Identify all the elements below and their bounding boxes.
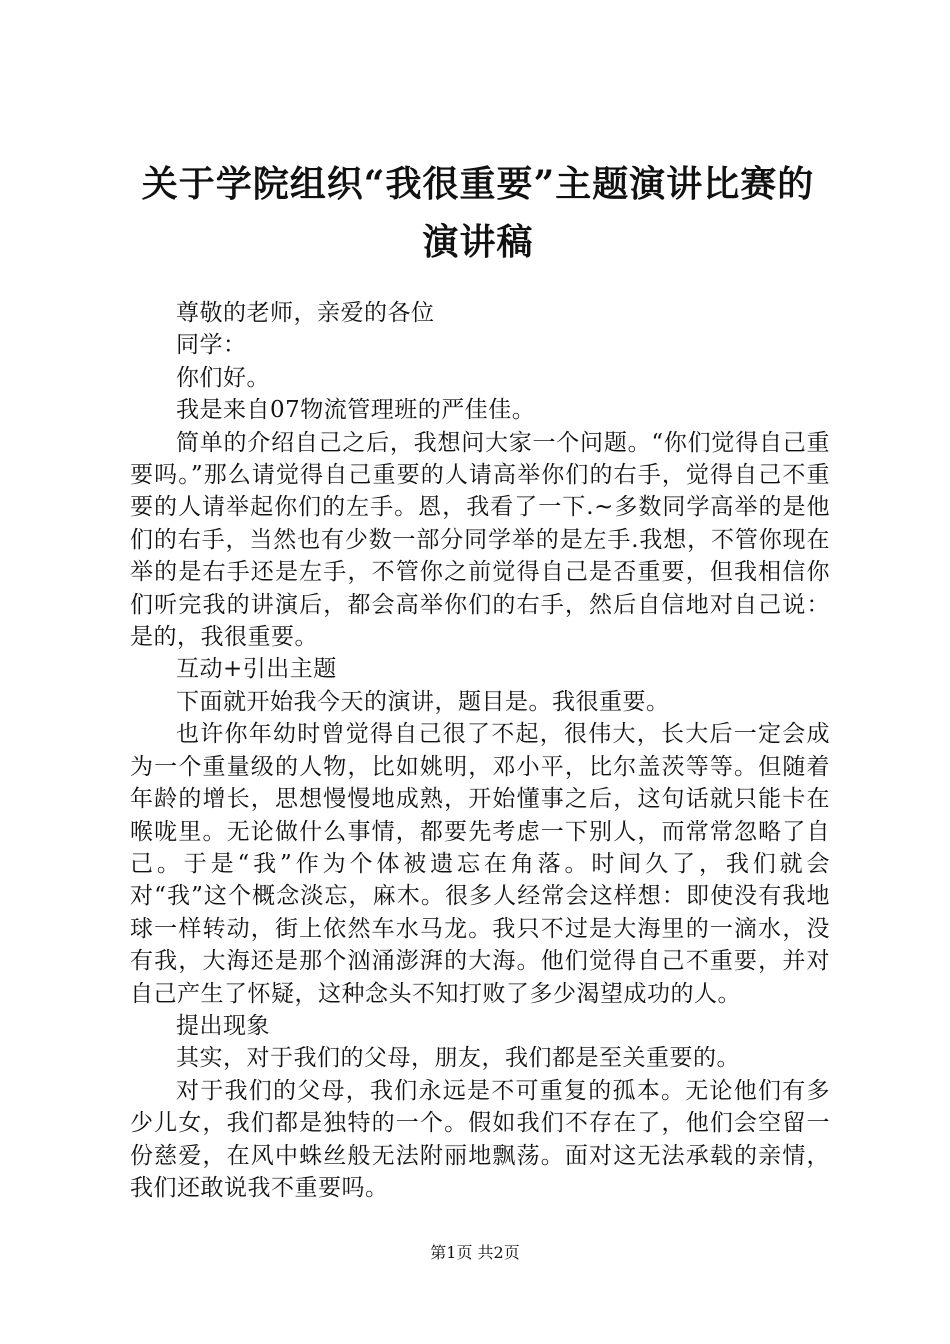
- paragraph-greeting: 你们好。: [176, 364, 270, 391]
- paragraph-self-intro: 我是来自07物流管理班的严佳佳。: [176, 397, 536, 424]
- paragraph-salutation-2: 同学：: [176, 332, 247, 359]
- paragraph-section-note-phenomenon: 提出现象: [176, 1012, 270, 1039]
- paragraph-question: 简单的介绍自己之后，我想问大家一个问题。“你们觉得自己重要吗。”那么请觉得自己重要的人请高举你们的右手，觉得自己不重要的人请举起你们的左手。恩，我看了一下.~多数同学高举的是他们的右手，当然也有少数一部分同学举的是左手.我想，不管你现在举的是右手还是左手，不管你之前觉得自己是否重要，但我相信你们听完我的讲演后，都会高举你们的右手，然后自信地对自己说：是的，我很重要。: [130, 429, 830, 651]
- paragraph-salutation-1: 尊敬的老师，亲爱的各位: [176, 300, 435, 326]
- paragraph-importance: 其实，对于我们的父母，朋友，我们都是至关重要的。: [176, 1045, 740, 1072]
- paragraph-phenomenon: 也许你年幼时曾觉得自己很了不起，很伟大，长大后一定会成为一个重量级的人物，比如姚明，邓小平，比尔盖茨等等。但随着年龄的增长，思想慢慢地成熟，开始懂事之后，这句话就只能卡在喉咙里。无论做什么事情，都要先考虑一下别人，而常常忽略了自己。于是“我”作为个体被遗忘在角落。时间久了，我们就会对“我”这个概念淡忘，麻木。很多人经常会这样想：即使没有我地球一样转动，街上依然车水马龙。我只不过是大海里的一滴水，没有我，大海还是那个汹涌澎湃的大海。他们觉得自己不重要，并对自己产生了怀疑，这种念头不知打败了多少渴望成功的人。: [130, 721, 830, 1007]
- paragraph-topic: 下面就开始我今天的演讲，题目是。我很重要。: [176, 688, 670, 715]
- page-footer: 第1页 共2页: [430, 1243, 520, 1262]
- paragraph-parents: 对于我们的父母，我们永远是不可重复的孤本。无论他们有多少儿女，我们都是独特的一个。假如我们不存在了，他们会空留一份慈爱，在风中蛛丝般无法附丽地飘荡。面对这无法承载的亲情，我们还敢说我不重要吗。: [130, 1077, 830, 1201]
- paragraph-section-note-interaction: 互动+引出主题: [176, 656, 337, 683]
- document-title: 关于学院组织“我很重要”主题演讲比赛的演讲稿: [141, 163, 815, 263]
- document-body: [130, 297, 830, 1204]
